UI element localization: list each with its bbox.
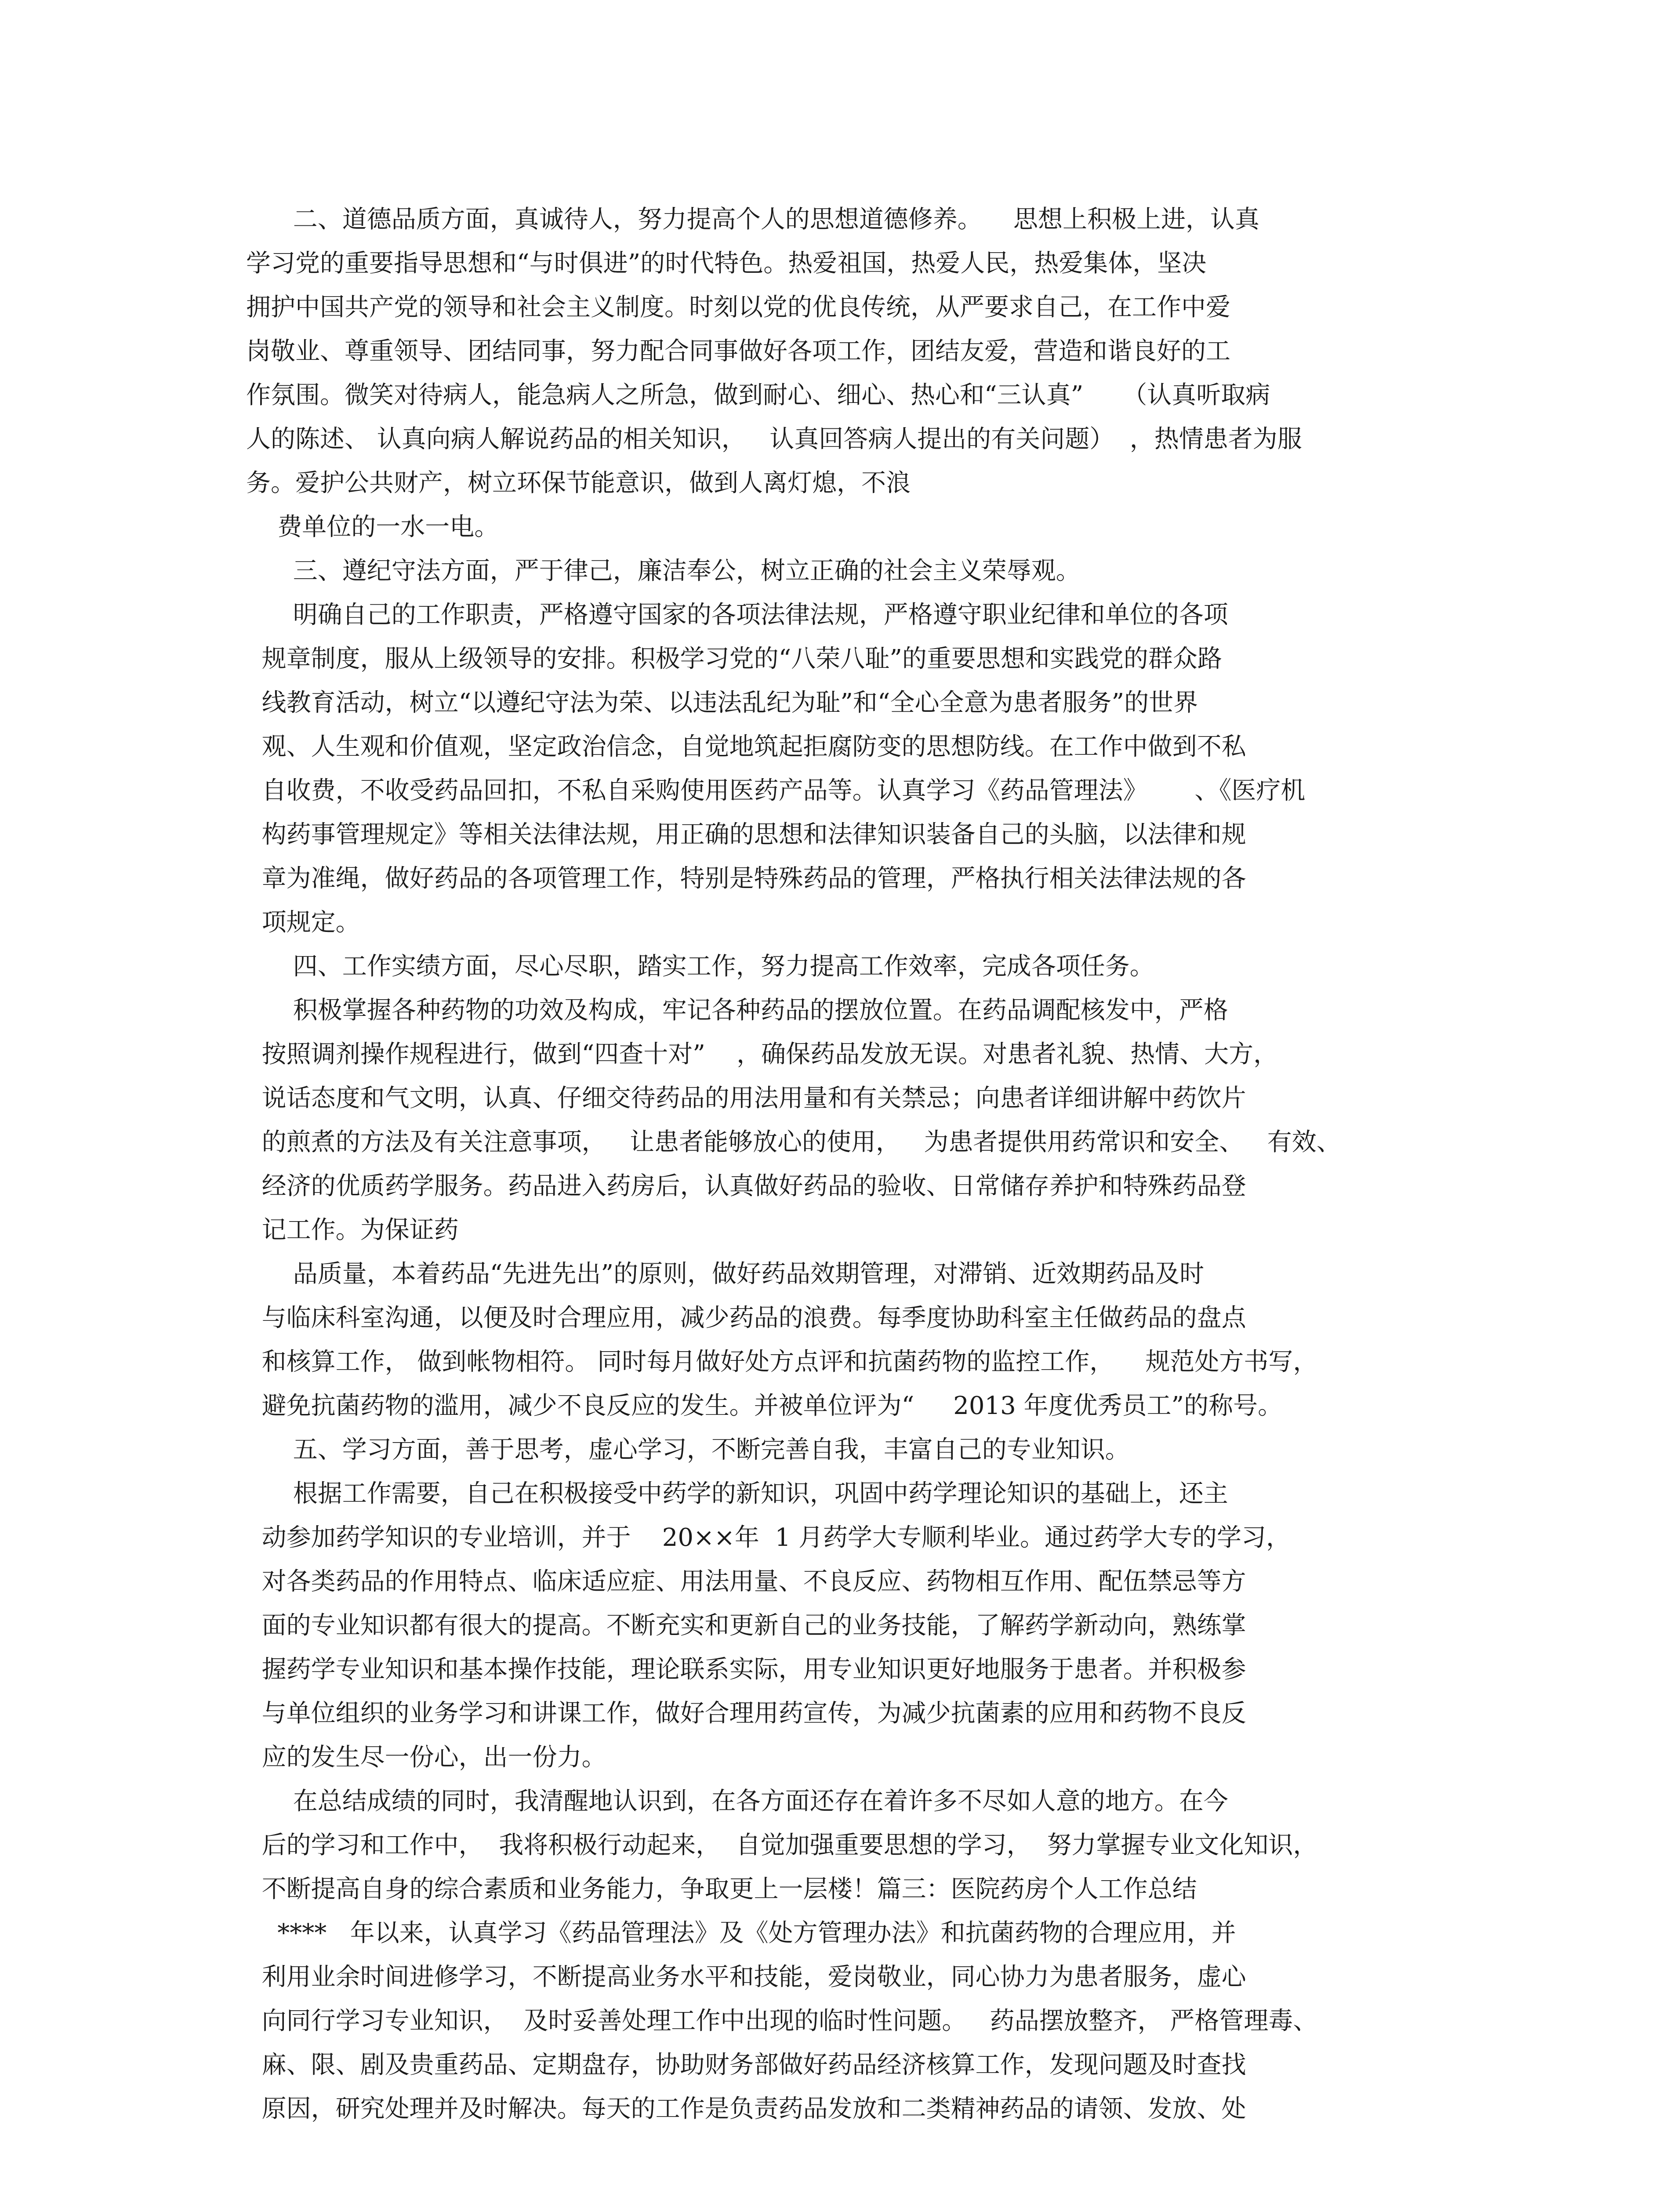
text-line: 不断提高自身的综合素质和业务能力，争取更上一层楼！篇三：医院药房个人工作总结 [246, 1875, 1197, 1903]
text-line: 品质量，本着药品“先进先出”的原则，做好药品效期管理，对滞销、近效期药品及时 [246, 1260, 1205, 1288]
text-line: 按照调剂操作规程进行，做到“四查十对” ，确保药品发放无误。对患者礼貌、热情、大方， [246, 1040, 1278, 1069]
text-line: 明确自己的工作职责，严格遵守国家的各项法律法规，严格遵守职业纪律和单位的各项 [246, 601, 1228, 629]
text-line: 记工作。为保证药 [246, 1216, 459, 1244]
text-line: 握药学专业知识和基本操作技能，理论联系实际，用专业知识更好地服务于患者。并积极参 [246, 1655, 1246, 1684]
section-heading: 四、工作实绩方面，尽心尽职，踏实工作，努力提高工作效率，完成各项任务。 [246, 952, 1154, 981]
text-line: 经济的优质药学服务。药品进入药房后，认真做好药品的验收、日常储存养护和特殊药品登 [246, 1172, 1246, 1200]
text-line: 原因，研究处理并及时解决。每天的工作是负责药品发放和二类精神药品的请领、发放、处 [246, 2095, 1246, 2123]
text-line: 说话态度和气文明，认真、仔细交待药品的用法用量和有关禁忌；向患者详细讲解中药饮片 [246, 1084, 1246, 1113]
text-line: 避免抗菌药物的滥用，减少不良反应的发生。并被单位评为“ 2013 年度优秀员工”的称号。 [246, 1392, 1283, 1420]
text-line: 作氛围。微笑对待病人，能急病人之所急，做到耐心、细心、热心和“三认真” （认真听取病 [246, 381, 1270, 410]
text-line: 二、道德品质方面，真诚待人，努力提高个人的思想道德修养。 思想上积极上进，认真 [246, 205, 1260, 234]
text-line: 麻、限、剧及贵重药品、定期盘存，协助财务部做好药品经济核算工作，发现问题及时查找 [246, 2051, 1246, 2079]
text-line: 动参加药学知识的专业培训，并于 20××年 1 月药学大专顺利毕业。通过药学大专的学习， [246, 1523, 1291, 1552]
section-heading: 五、学习方面，善于思考，虚心学习，不断完善自我，丰富自己的专业知识。 [246, 1436, 1130, 1464]
text-line: 项规定。 [246, 908, 360, 937]
text-line: 务。爱护公共财产，树立环保节能意识，做到人离灯熄，不浪 [246, 469, 911, 497]
text-line: 后的学习和工作中， 我将积极行动起来， 自觉加强重要思想的学习， 努力掌握专业文化知识， [246, 1831, 1318, 1860]
text-line: 向同行学习专业知识， 及时妥善处理工作中出现的临时性问题。 药品摆放整齐， 严格管理毒、 [246, 2007, 1318, 2035]
text-line: 和核算工作， 做到帐物相符。 同时每月做好处方点评和抗菌药物的监控工作， 规范处方书写， [246, 1348, 1318, 1376]
text-line: 积极掌握各种药物的功效及构成，牢记各种药品的摆放位置。在药品调配核发中，严格 [246, 996, 1228, 1025]
text-line: 构药事管理规定》等相关法律法规，用正确的思想和法律知识装备自己的头脑，以法律和规 [246, 820, 1246, 849]
text-line: 岗敬业、尊重领导、团结同事，努力配合同事做好各项工作，团结友爱，营造和谐良好的工 [246, 337, 1230, 366]
text-line: 拥护中国共产党的领导和社会主义制度。时刻以党的优良传统，从严要求自己，在工作中爱 [246, 293, 1230, 322]
text-line: 人的陈述、 认真向病人解说药品的相关知识， 认真回答病人提出的有关问题） ，热情患者为服 [246, 425, 1302, 453]
text-line: 对各类药品的作用特点、临床适应症、用法用量、不良反应、药物相互作用、配伍禁忌等方 [246, 1567, 1246, 1596]
text-line: 线教育活动，树立“以遵纪守法为荣、以违法乱纪为耻”和“全心全意为患者服务”的世界 [246, 689, 1198, 717]
text-line: 章为准绳，做好药品的各项管理工作，特别是特殊药品的管理，严格执行相关法律法规的各 [246, 864, 1246, 893]
text-line: 在总结成绩的同时，我清醒地认识到，在各方面还存在着许多不尽如人意的地方。在今 [246, 1787, 1228, 1816]
text-line: 规章制度，服从上级领导的安排。积极学习党的“八荣八耻”的重要思想和实践党的群众路 [246, 645, 1222, 673]
text-line: 与临床科室沟通，以便及时合理应用，减少药品的浪费。每季度协助科室主任做药品的盘点 [246, 1304, 1246, 1332]
section-heading: 三、遵纪守法方面，严于律己，廉洁奉公，树立正确的社会主义荣辱观。 [246, 557, 1081, 585]
text-line: 利用业余时间进修学习，不断提高业务水平和技能，爱岗敬业，同心协力为患者服务，虚心 [246, 1963, 1246, 1991]
text-line: 与单位组织的业务学习和讲课工作，做好合理用药宣传，为减少抗菌素的应用和药物不良反 [246, 1699, 1246, 1728]
text-line: 根据工作需要，自己在积极接受中药学的新知识，巩固中药学理论知识的基础上，还主 [246, 1479, 1228, 1508]
text-line: **** 年以来，认真学习《药品管理法》及《处方管理办法》和抗菌药物的合理应用，并 [246, 1919, 1236, 1947]
text-line: 费单位的一水一电。 [246, 513, 499, 541]
text-line: 的煎煮的方法及有关注意事项， 让患者能够放心的使用， 为患者提供用药常识和安全、 有效、 [246, 1128, 1341, 1157]
text-line: 面的专业知识都有很大的提高。不断充实和更新自己的业务技能，了解药学新动向，熟练掌 [246, 1611, 1246, 1640]
text-line: 学习党的重要指导思想和“与时俱进”的时代特色。热爱祖国，热爱人民，热爱集体，坚决 [246, 249, 1207, 278]
text-line: 观、人生观和价值观，坚定政治信念，自觉地筑起拒腐防变的思想防线。在工作中做到不私 [246, 732, 1246, 761]
text-line: 自收费，不收受药品回扣，不私自采购使用医药产品等。认真学习《药品管理法》 、《医疗机 [246, 776, 1306, 805]
text-line: 应的发生尽一份心，出一份力。 [246, 1743, 606, 1772]
